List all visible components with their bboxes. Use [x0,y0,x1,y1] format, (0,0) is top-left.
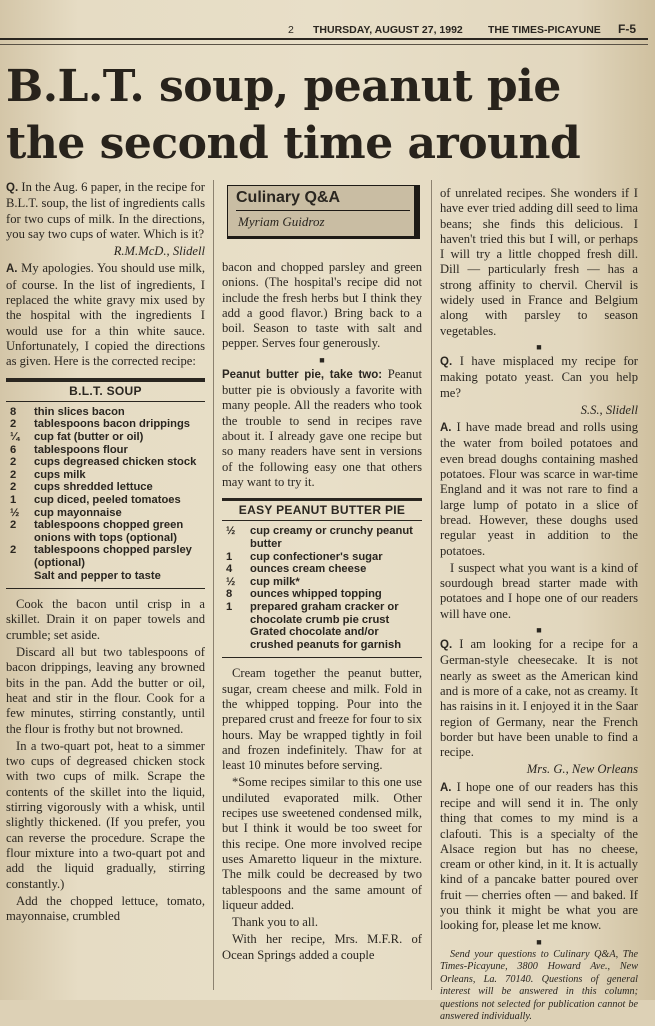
question-1-attribution: R.M.McD., Slidell [113,244,205,259]
ingredient-quantity: ½ [226,525,236,538]
paragraph: I suspect what you want is a kind of sourdough bread starter made with potatoes and I hope one of our readers will have one. [440,560,638,621]
ingredient-text: cup confectioner's sugar [250,550,383,563]
ingredient-row [222,551,422,564]
ingredient-row [6,544,205,569]
column-3 [440,186,638,1026]
recipe-title-blt-soup: B.L.T. SOUP [6,378,205,402]
question-1: Q. In the Aug. 6 paper, in the recipe for B.L.T. soup, the list of ingredients calls for two cups of milk. In the directions, you say two cups of water. Which is it? [6,180,205,241]
question-3-attribution: Mrs. G., New Orleans [526,762,638,777]
ingredient-text: tablespoons flour [34,443,128,456]
ingredient-quantity: 1 [226,550,233,563]
ingredient-text: cups shredded lettuce [34,481,153,494]
columnist-name: Myriam Guidroz [238,214,325,229]
ingredient-text: cup milk* [250,575,300,588]
ingredient-text: cup creamy or crunchy peanut butter [250,525,413,551]
separator-bullet: ■ [536,625,542,636]
ingredient-quantity [222,626,244,651]
ingredient-row [222,576,422,589]
paragraph: Add the chopped lettuce, tomato, mayonnaise, crumbled [6,893,205,924]
ingredient-text: tablespoons chopped parsley (optional) [34,544,192,569]
ingredient-quantity: 8 [226,588,233,601]
column-title: Culinary Q&A [236,189,341,206]
paragraph: In a two-quart pot, heat to a simmer two cups of degreased chicken stock with two cups of milk. Scrape the contents of the skillet into the liquid, stirring vigorously with a whisk, until slightly thickened. (If you prefer, you can reverse the procedure. Scrape the flour mixture into a two-quart pot and add the liquid gradually, stirring constantly.) [6,738,205,891]
paragraph: bacon and chopped parsley and green onions. (The hospital's recipe did not include the fresh herbs but I think they add a good flavor.) Bring back to a boil. Season to taste with salt and pepper. Serves four generously. [222,260,422,351]
ingredient-quantity: 2 [10,456,17,469]
ingredient-text: cup fat (butter or oil) [34,431,144,444]
ingredient-quantity: 8 [10,405,17,418]
submission-note: Send your questions to Culinary Q&A, The Times-Picayune, 3800 Howard Ave., New Orleans, La. 70140. Questions of general interest will be answered in this column; questions not selected for publication cannot be answered individually. [440,948,638,1023]
separator-bullet: ■ [536,936,542,947]
ingredient-quantity: 2 [10,519,17,532]
answer-3: A. I hope one of our readers has this recipe and will send it in. The only thing that comes to my mind is a clafouti. This is a specialty of the Alsace region but has no cheese, cream or other kind, in it. It is actually kind of a pancake batter poured over fruit — cherries often — and baked. If you think it might be what you are looking for, please let me know. [440,779,638,933]
ingredient-row [6,418,205,431]
headline-line-1: B.L.T. soup, peanut pie [6,61,561,112]
ingredient-row [222,626,422,651]
column-logo [227,185,420,239]
ingredient-text: cups milk [34,468,86,481]
paragraph: Cream together the peanut butter, sugar, cream cheese and milk. Fold in the whipped topping. Pour into the prepared crust and freeze for four to six hours. May be wrapped tightly in foil and frozen indefinitely. Thaw for at least 10 minutes before serving. [222,666,422,773]
question-3: Q. I am looking for a recipe for a German-style cheesecake. It is not nearly as sweet as the American kind and is more of a cake, not as creamy. It has raisins in it. I enjoyed it in the Saar region of Germany, near the French border but have been unable to find a recipe. [440,637,638,760]
ingredient-quantity: 1 [10,494,17,507]
ingredient-quantity: ½ [226,575,236,588]
paragraph: Thank you to all. [232,915,319,930]
answer-1: A. My apologies. You should use milk, of course. In the list of ingredients, I replaced the white gravy mix used by the hospital with the ingredients I would use for a thin white sauce. Unfortunately, I copied the directions as given. Here is the corrected recipe: [6,261,205,369]
separator-bullet: ■ [536,341,542,352]
paragraph: Discard all but two tablespoons of bacon drippings, leaving any browned bits in the pan. Add the butter or oil, heat and stir in the flour. Cook for a few minutes, stirring constantly, until the flour is frothy but not browned. [6,645,205,736]
paragraph: of unrelated recipes. She wonders if I have ever tried adding dill seed to lima beans; she finds this delicious. I haven't tried this but I will, or perhaps I will try a little chopped fresh dill. Dill — particularly fresh — has a strong affinity to chervil. Chervil is widely used in France and Belgium along with parsley to season vegetables. [440,186,638,338]
ingredient-row [6,570,205,583]
ingredient-quantity: 2 [10,418,17,431]
ingredient-text: cups degreased chicken stock [34,456,197,469]
ingredient-list-blt [6,406,205,582]
recipe-end-rule [6,588,205,589]
ingredient-row [6,431,205,444]
ingredient-text: prepared graham cracker or chocolate crumb pie crust [250,601,399,626]
ingredient-quantity: 2 [10,468,17,481]
ingredient-quantity: ½ [10,506,20,519]
recipe-end-rule [222,657,422,658]
ingredient-quantity [6,570,28,583]
ingredient-text: cup diced, peeled tomatoes [34,494,181,507]
ingredient-quantity: 6 [10,443,17,456]
ingredient-text: ounces cream cheese [250,563,367,576]
headline [6,58,646,172]
ingredient-row [6,444,205,457]
ingredient-text: tablespoons chopped green onions with tops (optional) [34,519,184,544]
headline-line-2: the second time around [6,118,581,169]
answer-2: A. I have made bread and rolls using the water from boiled potatoes and even bread doughs containing mashed potatoes. Flour was scarce in war-time England and it was not rare to find a large lump of potato in a slice of bread. However, these doughs used regular yeast in addition to the potatoes. [440,420,638,558]
question-2-attribution: S.S., Slidell [580,402,638,417]
ingredient-row [222,588,422,601]
column-2 [222,260,422,965]
section-page: F-5 [618,22,636,36]
ingredient-text: cup mayonnaise [34,506,122,519]
separator-bullet: ■ [319,354,325,365]
ingredient-row [6,456,205,469]
ingredient-row [6,494,205,507]
ingredient-text: Grated chocolate and/or crushed peanuts for garnish [250,626,402,651]
ingredient-text: thin slices bacon [34,405,125,418]
paragraph: Cook the bacon until crisp in a skillet. Drain it on paper towels and crumble; set aside. [6,597,205,642]
column-divider [213,180,214,990]
question-2: Q. I have misplaced my recipe for making potato yeast. Can you help me? [440,353,638,400]
ingredient-quantity: 2 [10,544,17,557]
newspaper-name: THE TIMES-PICAYUNE [488,24,601,36]
ingredient-quantity: ¼ [10,431,20,444]
peanut-pie-intro: Peanut butter pie, take two: Peanut butter pie is obviously a favorite with many people. All the readers who took the trouble to send in recipes rave about it. I already gave one recipe but so many readers have sent in versions of the following easy one that others may want to try it. [222,366,422,489]
ingredient-row [6,519,205,544]
ingredient-quantity: 4 [226,563,233,576]
ingredient-quantity: 1 [226,601,233,614]
ingredient-quantity: 2 [10,481,17,494]
ingredient-list-peanut-pie [222,525,422,651]
ingredient-text: tablespoons bacon drippings [34,418,191,431]
paragraph: With her recipe, Mrs. M.F.R. of Ocean Springs added a couple [222,932,422,962]
ingredient-row [222,601,422,626]
column-divider [431,180,432,990]
ingredient-text: Salt and pepper to taste [34,569,161,582]
ingredient-row [6,406,205,419]
paragraph: *Some recipes similar to this one use undiluted evaporated milk. Other recipes use sweetened condensed milk, but I think it would be too sweet for this recipe. One more involved recipe uses Amaretto liqueur in the mixture. The milk could be decreased by two tablespoons and the same amount of liqueur added. [222,775,422,912]
page-number: 2 [288,24,294,36]
recipe-title-peanut-pie: EASY PEANUT BUTTER PIE [222,498,422,521]
ingredient-row [222,525,422,550]
header-date: THURSDAY, AUGUST 27, 1992 [313,24,463,36]
ingredient-row [6,481,205,494]
header-rule [0,44,648,45]
page-header [0,22,648,40]
ingredient-row [6,469,205,482]
column-1 [6,180,205,926]
ingredient-row [6,507,205,520]
ingredient-text: ounces whipped topping [250,588,382,601]
ingredient-row [222,563,422,576]
